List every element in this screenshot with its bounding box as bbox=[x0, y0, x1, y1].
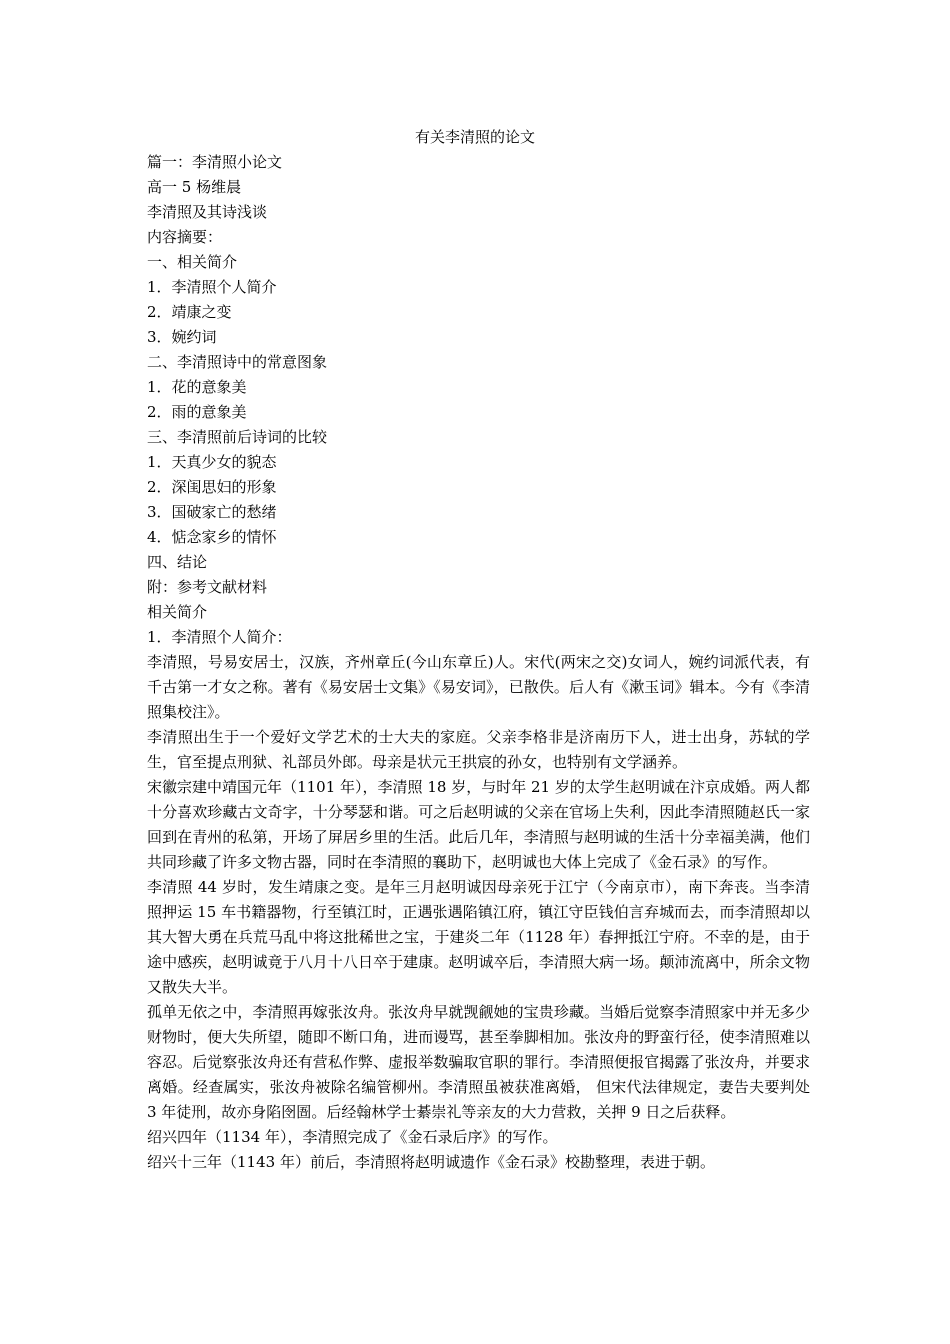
outline-line: 四、结论 bbox=[147, 553, 208, 571]
body-paragraph: 绍兴十三年（1143 年）前后，李清照将赵明诚遗作《金石录》校勘整理，表进于朝。 bbox=[147, 1153, 715, 1171]
body-paragraph: 宋徽宗建中靖国元年（1101 年），李清照 18 岁，与时年 21 岁的太学生赵明诚在汴京成婚。两人都十分喜欢珍藏古文奇字，十分琴瑟和谐。可之后赵明诚的父亲在官场上失利，因此李清照随赵氏一家回到在青州的私第，开场了屏居乡里的生活。此后几年，李清照与赵明诚的生活十分幸福美满，他们共同珍藏了许多文物古器，同时在李清照的襄助下，赵明诚也大体上完成了《金石录》的写作。 bbox=[147, 778, 810, 871]
outline-line: 李清照及其诗浅谈 bbox=[147, 203, 268, 221]
outline-line: 1．李清照个人简介： bbox=[147, 628, 292, 646]
outline-line: 内容摘要： bbox=[147, 228, 223, 246]
document-body bbox=[147, 150, 810, 1175]
outline-line: 3．婉约词 bbox=[147, 328, 217, 346]
outline-line: 1．李清照个人简介 bbox=[147, 278, 277, 296]
outline-line: 篇一：李清照小论文 bbox=[147, 153, 283, 171]
body-paragraph: 李清照出生于一个爱好文学艺术的士大夫的家庭。父亲李格非是济南历下人，进士出身，苏轼的学生，官至提点刑狱、礼部员外郎。母亲是状元王拱宸的孙女，也特别有文学涵养。 bbox=[147, 728, 810, 771]
body-paragraph: 孤单无依之中，李清照再嫁张汝舟。张汝舟早就觊觎她的宝贵珍藏。当婚后觉察李清照家中并无多少财物时，便大失所望，随即不断口角，进而谩骂，甚至拳脚相加。张汝舟的野蛮行径，使李清照难以容忍。后觉察张汝舟还有营私作弊、虚报举数骗取官职的罪行。李清照便报官揭露了张汝舟，并要求离婚。经查属实，张汝舟被除名编管柳州。李清照虽被获准离婚， 但宋代法律规定，妻告夫要判处 3 年徒刑，故亦身陷囹圄。后经翰林学士綦崇礼等亲友的大力营救，关押 9 日之后获释。 bbox=[147, 1003, 810, 1121]
document-title: 有关李清照的论文 bbox=[414, 128, 535, 146]
outline-line: 2．靖康之变 bbox=[147, 303, 232, 321]
outline-line: 1．花的意象美 bbox=[147, 378, 247, 396]
outline-line: 1．天真少女的貌态 bbox=[147, 453, 277, 471]
outline-line: 高一 5 杨维晨 bbox=[147, 178, 242, 196]
outline-line: 三、李清照前后诗词的比较 bbox=[147, 428, 328, 446]
outline-line: 2．深闺思妇的形象 bbox=[147, 478, 277, 496]
outline-line: 一、相关简介 bbox=[147, 253, 238, 271]
body-paragraph: 李清照，号易安居士，汉族，齐州章丘(今山东章丘)人。宋代(两宋之交)女词人，婉约词派代表，有千古第一才女之称。著有《易安居士文集》《易安词》，已散佚。后人有《漱玉词》辑本。今有《李清照集校注》。 bbox=[147, 653, 810, 721]
outline-line: 4．惦念家乡的情怀 bbox=[147, 528, 277, 546]
outline-line: 相关简介 bbox=[147, 603, 208, 621]
outline-line: 2．雨的意象美 bbox=[147, 403, 247, 421]
outline-line: 附：参考文献材料 bbox=[147, 578, 268, 596]
body-paragraph: 绍兴四年（1134 年），李清照完成了《金石录后序》的写作。 bbox=[147, 1128, 558, 1146]
body-paragraph: 李清照 44 岁时，发生靖康之变。是年三月赵明诚因母亲死于江宁（今南京市），南下奔丧。当李清照押运 15 车书籍器物，行至镇江时，正遇张遇陷镇江府，镇江守臣钱伯言弃城而去，而李清照却以其大智大勇在兵荒马乱中将这批稀世之宝，于建炎二年（1128 年）春押抵江宁府。不幸的是，由于途中感疾，赵明诚竟于八月十八日卒于建康。赵明诚卒后，李清照大病一场。颠沛流离中，所余文物又散失大半。 bbox=[147, 878, 810, 996]
outline-line: 二、李清照诗中的常意图象 bbox=[147, 353, 328, 371]
outline-line: 3．国破家亡的愁绪 bbox=[147, 503, 277, 521]
